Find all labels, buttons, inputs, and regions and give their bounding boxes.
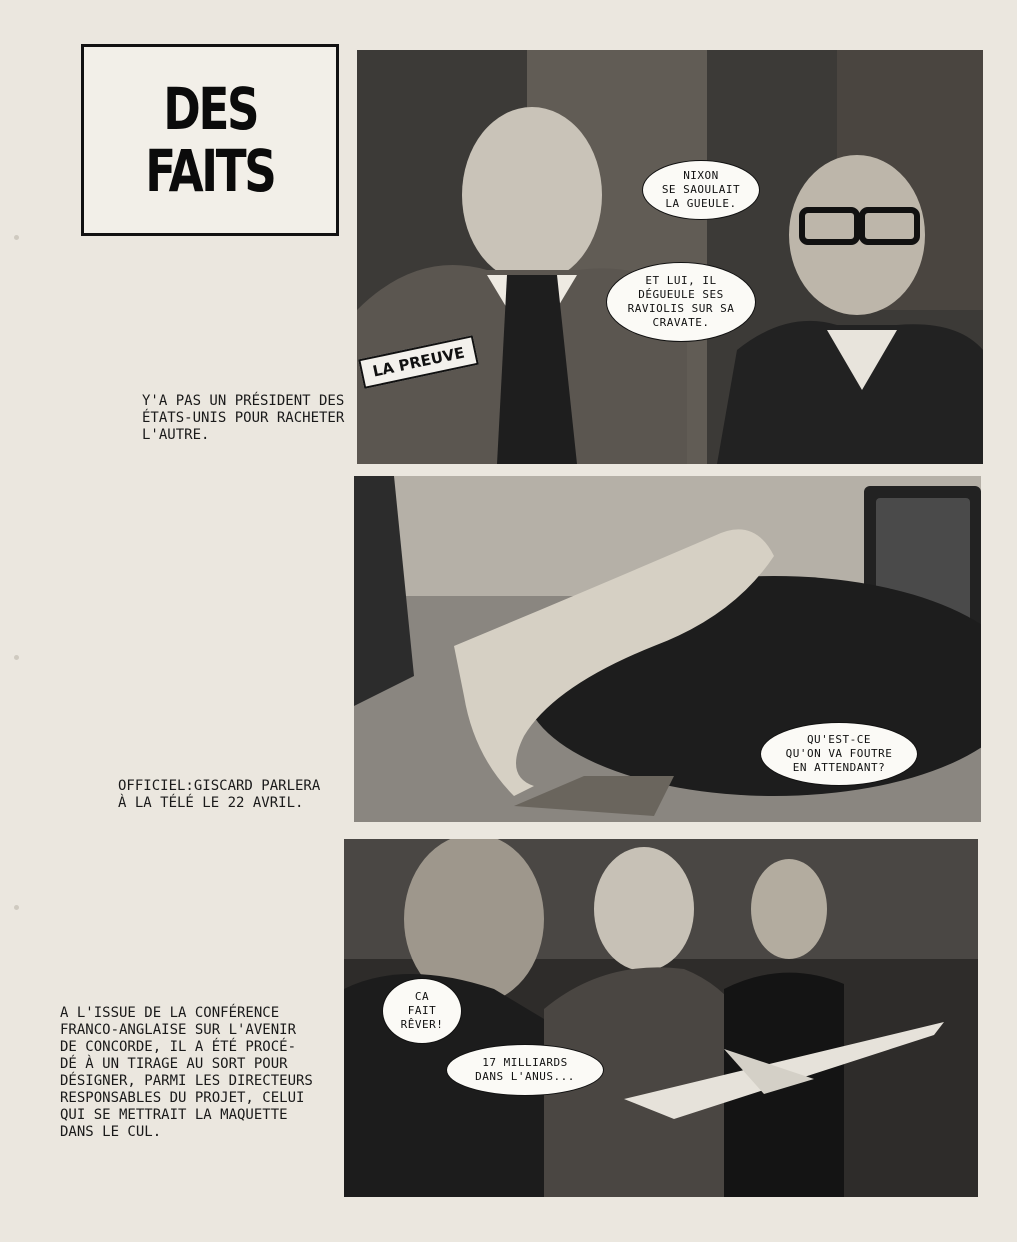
caption-line: A L'ISSUE DE LA CONFÉRENCE: [60, 1005, 280, 1021]
title-box: [81, 44, 339, 236]
bubble-line: RÊVER!: [400, 1018, 444, 1031]
speech-bubble-rever: [382, 978, 462, 1044]
bubble-line: QU'ON VA FOUTRE: [785, 747, 893, 760]
bubble-line: EN ATTENDANT?: [792, 761, 886, 774]
caption-panel-3: [60, 1005, 313, 1141]
speech-bubble-tele: [760, 722, 918, 786]
caption-line: L'AUTRE.: [142, 427, 210, 443]
speech-bubble-cravate: [606, 262, 756, 342]
caption-line: FRANCO-ANGLAISE SUR L'AVENIR: [60, 1022, 297, 1038]
caption-line: DE CONCORDE, IL A ÉTÉ PROCÉ-: [60, 1039, 297, 1055]
speech-bubble-milliards: [446, 1044, 604, 1096]
bubble-line: DÉGUEULE SES: [638, 288, 724, 301]
bubble-line: FAIT: [407, 1004, 437, 1017]
photo-1-illustration: [357, 50, 983, 464]
caption-line: DANS LE CUL.: [60, 1124, 162, 1140]
caption-line: QUI SE METTRAIT LA MAQUETTE: [60, 1107, 288, 1123]
title-line-1: DES: [162, 75, 258, 143]
la-preuve-stamp: LA PREUVE: [358, 335, 479, 389]
title-line-2: FAITS: [145, 137, 275, 205]
caption-panel-1: [142, 393, 344, 444]
bubble-line: SE SAOULAIT: [661, 183, 741, 196]
bubble-line: DANS L'ANUS...: [475, 1070, 575, 1083]
bubble-line: 17 MILLIARDS: [482, 1056, 568, 1069]
photo-panel-1: [357, 50, 983, 464]
bubble-line: NIXON: [683, 169, 719, 182]
binder-hole: [14, 235, 19, 240]
bubble-line: ET LUI, IL: [645, 274, 717, 287]
bubble-line: QU'EST-CE: [806, 733, 872, 746]
caption-line: À LA TÉLÉ LE 22 AVRIL.: [118, 795, 304, 811]
caption-line: ÉTATS-UNIS POUR RACHETER: [142, 410, 345, 426]
binder-hole: [14, 655, 19, 660]
binder-hole: [14, 905, 19, 910]
caption-panel-2: [118, 778, 320, 812]
speech-bubble-nixon: [642, 160, 760, 220]
bubble-line: RAVIOLIS SUR SA: [627, 302, 735, 315]
bubble-line: CA: [414, 990, 430, 1003]
bubble-line: CRAVATE.: [652, 316, 710, 329]
caption-line: DÉSIGNER, PARMI LES DIRECTEURS: [60, 1073, 313, 1089]
caption-line: OFFICIEL:GISCARD PARLERA: [118, 778, 321, 794]
caption-line: DÉ À UN TIRAGE AU SORT POUR: [60, 1056, 288, 1072]
bubble-line: LA GUEULE.: [665, 197, 737, 210]
caption-line: Y'A PAS UN PRÉSIDENT DES: [142, 393, 345, 409]
caption-line: RESPONSABLES DU PROJET, CELUI: [60, 1090, 305, 1106]
